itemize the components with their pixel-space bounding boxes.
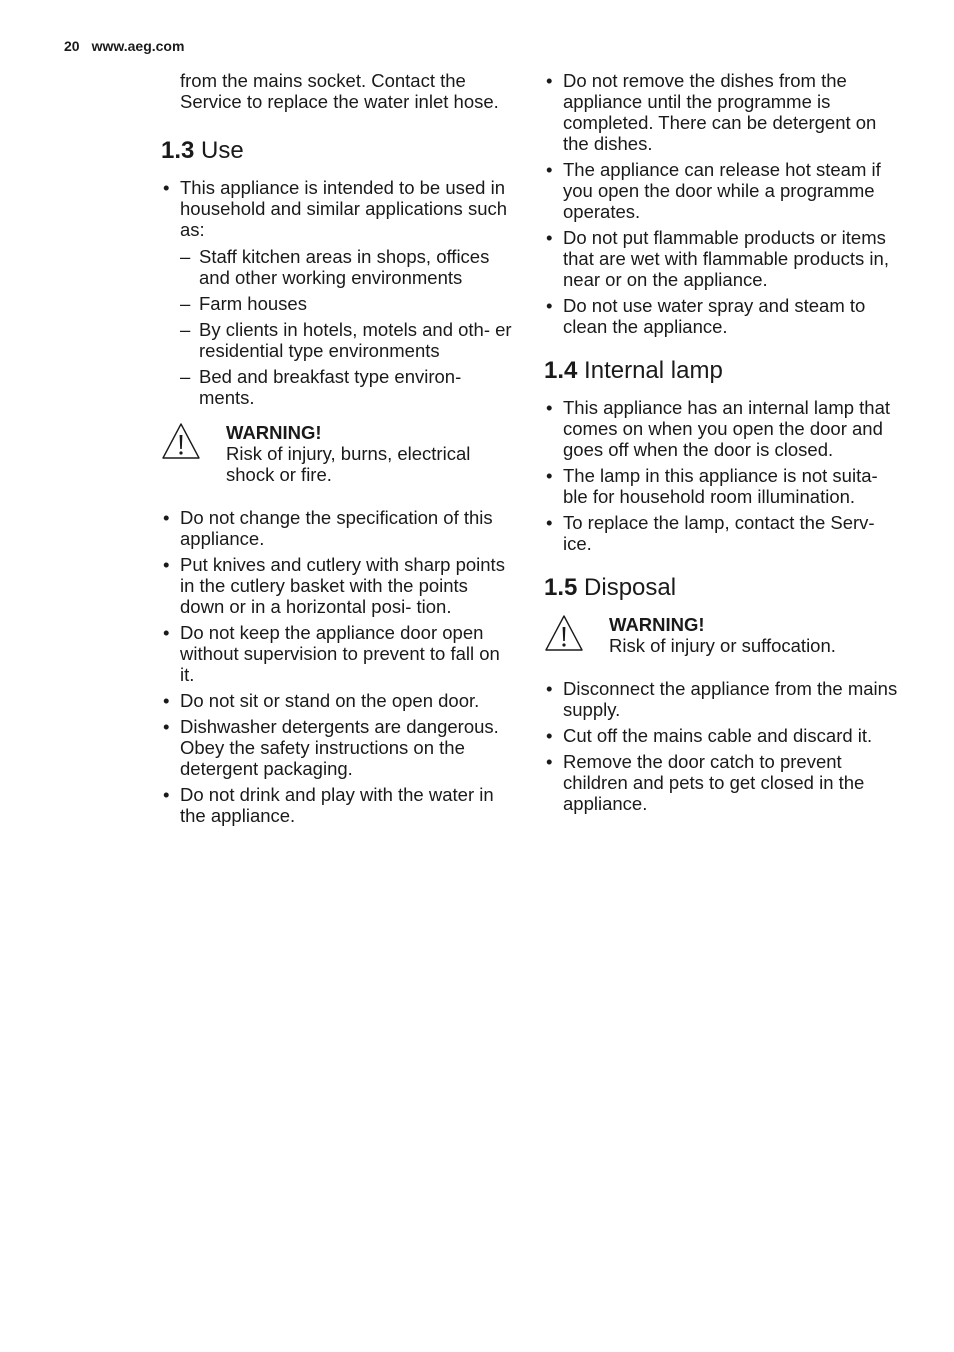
lamp-list [544,397,900,554]
warning-label: WARNING! [609,614,705,635]
list-item: • Remove the door catch to prevent children and pets to get closed in the appliance. [544,751,900,814]
list-item: • Do not sit or stand on the open door. [161,690,515,711]
list-item: • Put knives and cutlery with sharp points in the cutlery basket with the points down or in a horizontal posi- tion. [161,554,515,617]
warning-content [226,422,515,485]
left-column [161,70,515,831]
warning-box [161,422,515,485]
list-item: • To replace the lamp, contact the Serv- ice. [544,512,900,554]
warning-triangle-icon [161,422,201,460]
list-item: • Do not keep the appliance door open without supervision to prevent to fall on it. [161,622,515,685]
section-heading-disposal [544,574,900,602]
list-item: • Disconnect the appliance from the mains supply. [544,678,900,720]
warning-label: WARNING! [226,422,322,443]
list-item: • Do not put flammable products or items that are wet with flammable products in, near or on the appliance. [544,227,900,290]
sub-list-item: – By clients in hotels, motels and oth- er residential type environments [180,319,515,361]
sub-list [180,246,515,408]
warning-box [544,614,900,656]
list-item: • Do not use water spray and steam to clean the appliance. [544,295,900,337]
list-item-text: This appliance is intended to be used in household and similar applications such as: [180,177,508,240]
page-header [64,38,184,54]
list-item: • Cut off the mains cable and discard it. [544,725,900,746]
section-heading-use [161,137,515,165]
list-item: • Do not remove the dishes from the appliance until the programme is completed. There can be detergent on the dishes. [544,70,900,154]
warning-triangle-icon [544,614,584,652]
site-url: www.aeg.com [91,38,185,54]
section-heading-internal-lamp [544,357,900,385]
warning-text: Risk of injury or suffocation. [609,635,836,656]
use-list [161,507,515,826]
list-item [161,177,515,408]
disposal-list [544,678,900,814]
continued-text: from the mains socket. Contact the Service to replace the water inlet hose. [180,70,499,112]
list-item: • The appliance can release hot steam if you open the door while a programme operates. [544,159,900,222]
sub-list-item: – Bed and breakfast type environ- ments. [180,366,515,408]
section-number: 1.3 [161,137,195,164]
section-title: Disposal [584,574,677,601]
list-item: • This appliance has an internal lamp that comes on when you open the door and goes off when the door is closed. [544,397,900,460]
warning-content [609,614,836,656]
section-number: 1.4 [544,357,578,384]
use-list-intro [161,177,515,408]
list-item: • Do not change the specification of this appliance. [161,507,515,549]
sub-list-item: – Farm houses [180,293,515,314]
list-item: • Do not drink and play with the water in the appliance. [161,784,515,826]
section-number: 1.5 [544,574,578,601]
sub-list-item: – Staff kitchen areas in shops, offices and other working environments [180,246,515,288]
use-list-continued [544,70,900,337]
right-column [544,70,900,819]
list-item: • The lamp in this appliance is not suita- ble for household room illumination. [544,465,900,507]
section-title: Use [201,137,244,164]
list-item: • Dishwasher detergents are dangerous. Obey the safety instructions on the detergent packaging. [161,716,515,779]
page-number: 20 [64,38,80,54]
section-title: Internal lamp [584,357,723,384]
warning-text: Risk of injury, burns, electrical shock or fire. [226,443,471,485]
